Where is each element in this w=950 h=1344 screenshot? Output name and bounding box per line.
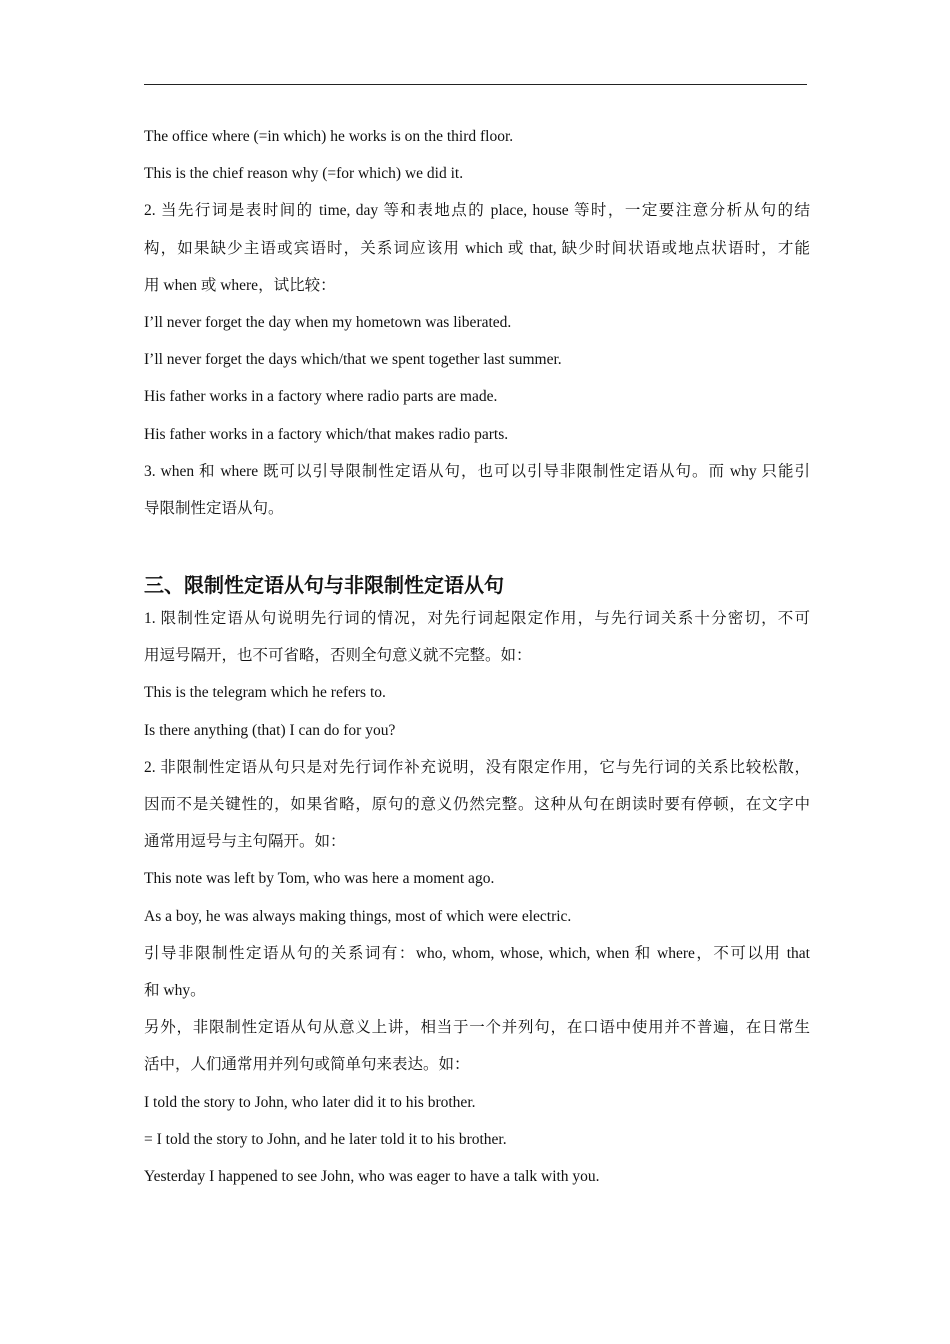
document-body bbox=[144, 118, 810, 1195]
example-sentence: = I told the story to John, and he later told it to his brother. bbox=[144, 1130, 507, 1148]
nonrestrictive-rule-line-1: 2. 非限制性定语从句只是对先行词作补充说明，没有限定作用，它与先行词的关系比较松散， bbox=[144, 758, 810, 776]
relative-words-line-1: 引导非限制性定语从句的关系词有：who, whom, whose, which, when 和 where，不可以用 that bbox=[144, 944, 810, 962]
header-rule bbox=[144, 84, 807, 85]
rule-paragraph-2-line-3: 用 when 或 where，试比较： bbox=[144, 276, 336, 294]
rule-paragraph-2-line-2: 构，如果缺少主语或宾语时，关系词应该用 which 或 that, 缺少时间状语或地点状语时，才能 bbox=[144, 239, 810, 257]
example-sentence: His father works in a factory which/that makes radio parts. bbox=[144, 425, 509, 443]
example-sentence: This note was left by Tom, who was here a moment ago. bbox=[144, 870, 495, 888]
usage-note-line-2: 活中，人们通常用并列句或简单句来表达。如： bbox=[144, 1056, 470, 1074]
usage-note-line-1: 另外，非限制性定语从句从意义上讲，相当于一个并列句，在口语中使用并不普遍，在日常生 bbox=[144, 1019, 810, 1037]
restrictive-rule-line-2: 用逗号隔开，也不可省略，否则全句意义就不完整。如： bbox=[144, 647, 532, 665]
restrictive-rule-line-1: 1. 限制性定语从句说明先行词的情况，对先行词起限定作用，与先行词关系十分密切，不可 bbox=[144, 610, 810, 628]
nonrestrictive-rule-line-3: 通常用逗号与主句隔开。如： bbox=[144, 833, 346, 851]
example-sentence: Is there anything (that) I can do for you? bbox=[144, 721, 396, 739]
rule-paragraph-3-line-1: 3. when 和 where 既可以引导限制性定语从句，也可以引导非限制性定语从句。而 why 只能引 bbox=[144, 462, 810, 480]
example-sentence: This is the telegram which he refers to. bbox=[144, 684, 386, 702]
example-sentence: I’ll never forget the days which/that we spent together last summer. bbox=[144, 351, 562, 369]
example-sentence: As a boy, he was always making things, most of which were electric. bbox=[144, 907, 572, 925]
example-sentence: This is the chief reason why (=for which) we did it. bbox=[144, 165, 464, 183]
rule-paragraph-3-line-2: 导限制性定语从句。 bbox=[144, 499, 284, 517]
rule-paragraph-2-line-1: 2. 当先行词是表时间的 time, day 等和表地点的 place, house 等时，一定要注意分析从句的结 bbox=[144, 202, 810, 220]
example-sentence: The office where (=in which) he works is on the third floor. bbox=[144, 128, 514, 145]
section-spacer bbox=[144, 527, 810, 564]
example-sentence: I told the story to John, who later did it to his brother. bbox=[144, 1093, 476, 1111]
example-sentence: I’ll never forget the day when my hometown was liberated. bbox=[144, 313, 512, 331]
relative-words-line-2: 和 why。 bbox=[144, 981, 206, 999]
example-sentence: Yesterday I happened to see John, who was eager to have a talk with you. bbox=[144, 1167, 600, 1185]
nonrestrictive-rule-line-2: 因而不是关键性的，如果省略，原句的意义仍然完整。这种从句在朗读时要有停顿，在文字中 bbox=[144, 796, 810, 813]
example-sentence: His father works in a factory where radio parts are made. bbox=[144, 388, 498, 406]
section-heading: 三、限制性定语从句与非限制性定语从句 bbox=[144, 573, 504, 598]
